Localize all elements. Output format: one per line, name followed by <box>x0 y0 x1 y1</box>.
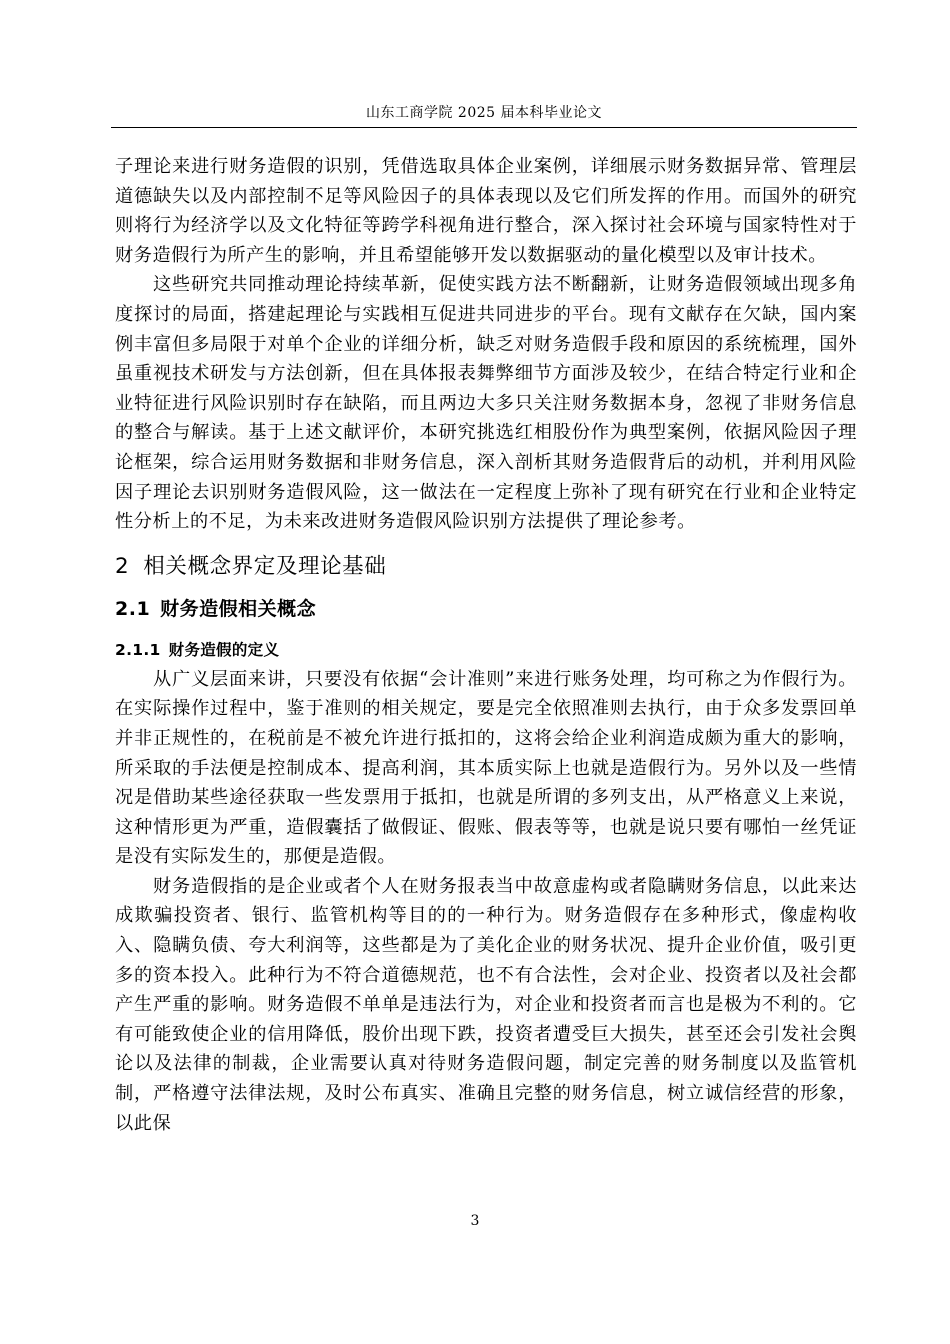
subsection-heading <box>115 591 857 627</box>
paragraph-continued: 子理论来进行财务造假的识别，凭借选取具体企业案例，详细展示财务数据异常、管理层道德缺失以及内部控制不足等风险因子的具体表现以及它们所发挥的作用。而国外的研究则将行为经济学以及文化特征等跨学科视角进行整合，深入探讨社会环境与国家特性对于财务造假行为所产生的影响，并且希望能够开发以数据驱动的量化模型以及审计技术。 <box>115 156 857 266</box>
section-title: 相关概念界定及理论基础 <box>143 553 387 579</box>
section-number: 2 <box>115 553 130 579</box>
subsubsection-heading <box>115 635 857 665</box>
subsection-number: 2.1 <box>115 597 151 620</box>
page-number: 3 <box>470 1213 480 1229</box>
paragraph-definition-broad: 从广义层面来讲，只要没有依据“会计准则”来进行账务处理，均可称之为作假行为。在实际操作过程中，鉴于准则的相关规定，要是完全依照准则去执行，由于众多发票回单并非正规性的，在税前是不被允许进行抵扣的，这将会给企业利润造成颇为重大的影响，所采取的手法便是控制成本、提高利润，其本质实际上也就是造假行为。另外以及一些情况是借助某些途径获取一些发票用于抵扣，也就是所谓的多列支出，从严格意义上来说，这种情形更为严重，造假囊括了做假证、假账、假表等等，也就是说只要有哪怕一丝凭证是没有实际发生的，那便是造假。 <box>115 668 857 868</box>
section-heading <box>115 549 857 585</box>
paragraph-literature-review: 这些研究共同推动理论持续革新，促使实践方法不断翻新，让财务造假领域出现多角度探讨的局面，搭建起理论与实践相互促进共同进步的平台。现有文献存在欠缺，国内案例丰富但多局限于对单个企业的详细分析，缺乏对财务造假手段和原因的系统梳理，国外虽重视技术研发与方法创新，但在具体报表舞弊细节方面涉及较少，在结合特定行业和企业特征进行风险识别时存在缺陷，而且两边大多只关注财务数据本身，忽视了非财务信息的整合与解读。基于上述文献评价，本研究挑选红相股份作为典型案例，依据风险因子理论框架，综合运用财务数据和非财务信息，深入剖析其财务造假背后的动机，并利用风险因子理论去识别财务造假风险，这一做法在一定程度上弥补了现有研究在行业和企业特定性分析上的不足，为未来改进财务造假风险识别方法提供了理论参考。 <box>115 274 857 533</box>
paragraph-definition-fraud: 财务造假指的是企业或者个人在财务报表当中故意虚构或者隐瞒财务信息，以此来达成欺骗投资者、银行、监管机构等目的的一种行为。财务造假存在多种形式，像虚构收入、隐瞒负债、夸大利润等，这些都是为了美化企业的财务状况、提升企业价值，吸引更多的资本投入。此种行为不符合道德规范，也不有合法性，会对企业、投资者以及社会都产生严重的影响。财务造假不单单是违法行为，对企业和投资者而言也是极为不利的。它有可能致使企业的信用降低，股价出现下跌，投资者遭受巨大损失，甚至还会引发社会舆论以及法律的制裁，企业需要认真对待财务造假问题，制定完善的财务制度以及监管机制，严格遵守法律法规，及时公布真实、准确且完整的财务信息，树立诚信经营的形象，以此保 <box>115 875 857 1134</box>
running-header: 山东工商学院 2025 届本科毕业论文 <box>365 105 603 121</box>
body-text <box>115 152 857 1138</box>
subsection-title: 财务造假相关概念 <box>160 597 317 620</box>
header-rule <box>111 127 857 128</box>
subsubsection-number: 2.1.1 <box>115 640 161 659</box>
subsubsection-title: 财务造假的定义 <box>168 640 280 659</box>
